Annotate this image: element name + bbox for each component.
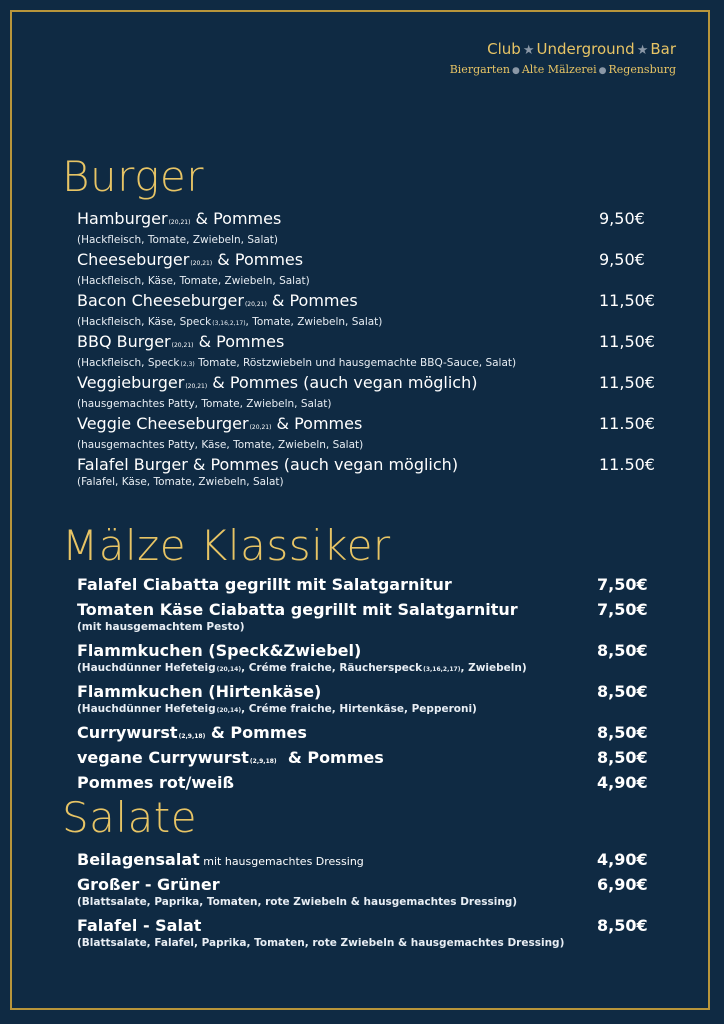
item-price: 9,50€ <box>599 209 645 228</box>
item-name: Pommes rot/weiß <box>77 773 235 792</box>
item-description: (Blattsalate, Paprika, Tomaten, rote Zwiebeln & hausgemachtes Dressing) <box>77 896 518 908</box>
menu-item <box>77 414 657 452</box>
item-price: 7,50€ <box>597 600 648 619</box>
item-name: Großer - Grüner <box>77 875 220 894</box>
item-name: Veggieburger(20,21) & Pommes (auch vegan möglich) <box>77 373 478 392</box>
brand-subtitle <box>450 63 676 76</box>
brand-bar: Bar <box>650 40 676 58</box>
item-description: (Hackfleisch, Käse, Speck(3,16,2,17), Tomate, Zwiebeln, Salat) <box>77 316 383 328</box>
menu-item <box>77 916 657 950</box>
item-name: Beilagensalat mit hausgemachtes Dressing <box>77 850 364 869</box>
menu-item <box>77 209 657 247</box>
dot-icon: ● <box>511 66 520 76</box>
brand-biergarten: Biergarten <box>449 63 510 76</box>
item-description: (hausgemachtes Patty, Käse, Tomate, Zwiebeln, Salat) <box>77 439 364 451</box>
item-description: (Hackfleisch, Tomate, Zwiebeln, Salat) <box>77 234 279 246</box>
item-price: 8,50€ <box>597 682 648 701</box>
item-name: Falafel - Salat <box>77 916 202 935</box>
item-price: 4,90€ <box>597 773 648 792</box>
item-name: Currywurst(2,9,18) & Pommes <box>77 723 307 742</box>
item-price: 7,50€ <box>597 575 648 594</box>
menu-item <box>77 773 657 793</box>
menu-item <box>77 748 657 772</box>
menu-item <box>77 641 657 677</box>
item-name: Flammkuchen (Speck&Zwiebel) <box>77 641 362 660</box>
item-name: Tomaten Käse Ciabatta gegrillt mit Salatgarnitur <box>77 600 518 619</box>
item-description: (Hackfleisch, Käse, Tomate, Zwiebeln, Salat) <box>77 275 310 287</box>
item-description: (mit hausgemachtem Pesto) <box>77 621 245 633</box>
brand-name <box>450 40 676 58</box>
menu-item <box>77 723 657 747</box>
item-price: 8,50€ <box>597 641 648 660</box>
menu-item <box>77 373 657 411</box>
brand-club: Club <box>487 40 521 58</box>
menu-item <box>77 600 657 634</box>
brand-underground: Underground <box>536 40 635 58</box>
menu-item <box>77 332 657 372</box>
item-name: Falafel Burger & Pommes (auch vegan möglich) <box>77 455 459 474</box>
menu-item <box>77 455 657 489</box>
item-description: (Hackfleisch, Speck(2,3) Tomate, Röstzwiebeln und hausgemachte BBQ-Sauce, Salat) <box>77 357 517 369</box>
menu-item <box>77 250 657 288</box>
item-name: Veggie Cheeseburger(20,21) & Pommes <box>77 414 363 433</box>
brand-header <box>450 40 676 76</box>
item-name: Falafel Ciabatta gegrillt mit Salatgarnitur <box>77 575 452 594</box>
item-description: (Hauchdünner Hefeteig(20,14), Créme fraiche, Räucherspeck(3,16,2,17), Zwiebeln) <box>77 662 527 674</box>
star-icon: ★ <box>522 43 535 58</box>
item-price: 8,50€ <box>597 916 648 935</box>
star-icon: ★ <box>636 43 649 58</box>
item-description: (Falafel, Käse, Tomate, Zwiebeln, Salat) <box>77 476 284 488</box>
item-price: 9,50€ <box>599 250 645 269</box>
item-name: Flammkuchen (Hirtenkäse) <box>77 682 322 701</box>
menu-item <box>77 850 657 872</box>
item-price: 8,50€ <box>597 723 648 742</box>
section-title-klassiker: Mälze Klassiker <box>62 521 391 570</box>
item-name: Cheeseburger(20,21) & Pommes <box>77 250 304 269</box>
menu-item <box>77 575 657 595</box>
section-title-salate: Salate <box>62 793 198 842</box>
item-name: Hamburger(20,21) & Pommes <box>77 209 282 228</box>
menu-item <box>77 291 657 331</box>
item-price: 8,50€ <box>597 748 648 767</box>
item-price: 11.50€ <box>599 414 655 433</box>
item-name: vegane Currywurst(2,9,18) & Pommes <box>77 748 384 767</box>
dot-icon: ● <box>598 66 607 76</box>
menu-item <box>77 682 657 718</box>
item-price: 6,90€ <box>597 875 648 894</box>
item-name: BBQ Burger(20,21) & Pommes <box>77 332 285 351</box>
item-note: mit hausgemachtes Dressing <box>199 855 364 868</box>
item-price: 11,50€ <box>599 332 655 351</box>
item-price: 11,50€ <box>599 373 655 392</box>
item-description: (Blattsalate, Falafel, Paprika, Tomaten, rote Zwiebeln & hausgemachtes Dressing) <box>77 937 565 949</box>
item-description: (hausgemachtes Patty, Tomate, Zwiebeln, Salat) <box>77 398 332 410</box>
brand-regensburg: Regensburg <box>608 63 676 76</box>
item-price: 11.50€ <box>599 455 655 474</box>
item-price: 11,50€ <box>599 291 655 310</box>
item-description: (Hauchdünner Hefeteig(20,14), Créme fraiche, Hirtenkäse, Pepperoni) <box>77 703 477 715</box>
brand-alte-maelzerei: Alte Mälzerei <box>521 63 597 76</box>
item-price: 4,90€ <box>597 850 648 869</box>
item-name: Bacon Cheeseburger(20,21) & Pommes <box>77 291 358 310</box>
menu-item <box>77 875 657 909</box>
section-title-burger: Burger <box>62 152 204 201</box>
